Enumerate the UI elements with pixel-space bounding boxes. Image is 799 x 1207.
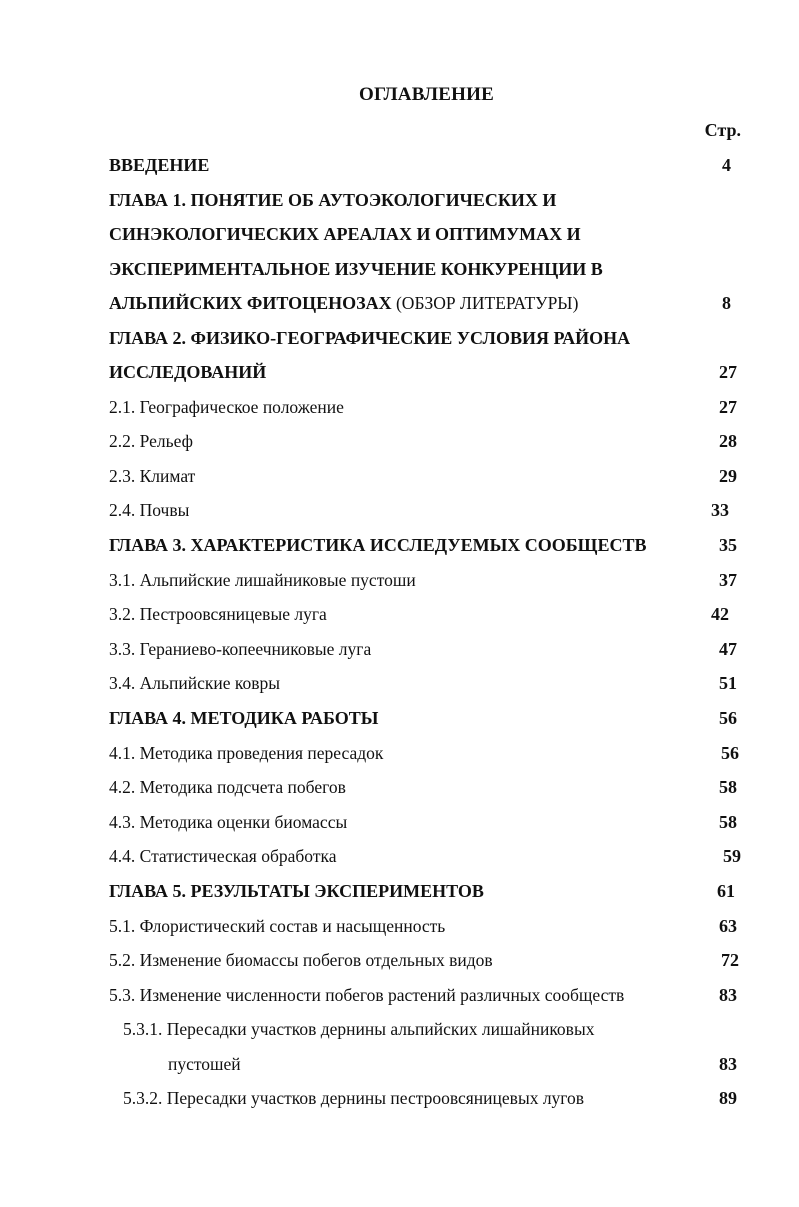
- toc-entry-text: 2.3. Климат: [109, 466, 196, 486]
- toc-entry-text: ГЛАВА 1. ПОНЯТИЕ ОБ АУТОЭКОЛОГИЧЕСКИХ И: [109, 190, 557, 210]
- toc-entry-subsection[interactable]: [0, 1016, 799, 1042]
- toc-entry-page: 35: [719, 535, 737, 555]
- toc-entry-page: 58: [719, 812, 737, 832]
- toc-entry-text: 2.1. Географическое положение: [109, 397, 344, 417]
- toc-entry-page: 63: [719, 916, 737, 936]
- toc-entry-text: пустошей: [168, 1054, 241, 1074]
- toc-entry-subsection-cont[interactable]: [0, 1051, 799, 1077]
- toc-entry-section[interactable]: [0, 636, 799, 662]
- toc-entry-text: 5.1. Флористический состав и насыщенность: [109, 916, 446, 936]
- toc-entry-page: 37: [719, 570, 737, 590]
- toc-entry-text: 5.3.1. Пересадки участков дернины альпийских лишайниковых: [123, 1019, 595, 1039]
- toc-entry-page: 42: [711, 604, 729, 624]
- toc-entry-text: 4.3. Методика оценки биомассы: [109, 812, 348, 832]
- toc-entry-section[interactable]: [0, 670, 799, 696]
- toc-entry-chapter-2[interactable]: [0, 325, 799, 351]
- toc-entry-page: 47: [719, 639, 737, 659]
- toc-entry-page: 4: [722, 155, 731, 175]
- toc-entry-text: 4.1. Методика проведения пересадок: [109, 743, 384, 763]
- toc-entry-section[interactable]: [0, 567, 799, 593]
- toc-entry-section[interactable]: [0, 947, 799, 973]
- toc-entry-page: 58: [719, 777, 737, 797]
- toc-entry-chapter-4[interactable]: [0, 705, 799, 731]
- toc-entry-text: ГЛАВА 4. МЕТОДИКА РАБОТЫ: [109, 708, 379, 728]
- toc-entry-chapter-1-end[interactable]: [0, 290, 799, 316]
- toc-entry-section[interactable]: [0, 740, 799, 766]
- toc-entry-text: ИССЛЕДОВАНИЙ: [109, 362, 267, 382]
- toc-entry-section[interactable]: [0, 601, 799, 627]
- toc-entry-text-normal: (ОБЗОР ЛИТЕРАТУРЫ): [391, 293, 579, 313]
- toc-entry-page: 28: [719, 431, 737, 451]
- toc-entry-section[interactable]: [0, 463, 799, 489]
- toc-entry-section[interactable]: [0, 428, 799, 454]
- toc-entry-text: ВВЕДЕНИЕ: [109, 155, 210, 175]
- toc-entry-chapter-3[interactable]: [0, 532, 799, 558]
- toc-entry-text: ГЛАВА 2. ФИЗИКО-ГЕОГРАФИЧЕСКИЕ УСЛОВИЯ РАЙОНА: [109, 328, 631, 348]
- page-column-header: Стр.: [704, 120, 741, 140]
- toc-entry-page: 8: [722, 293, 731, 313]
- toc-entry-chapter-1-cont: [0, 256, 799, 282]
- toc-entry-text: 2.4. Почвы: [109, 500, 190, 520]
- toc-entry-text: ГЛАВА 3. ХАРАКТЕРИСТИКА ИССЛЕДУЕМЫХ СООБЩЕСТВ: [109, 535, 647, 555]
- toc-entry-page: 51: [719, 673, 737, 693]
- toc-entry-text: 3.2. Пестроовсяницевые луга: [109, 604, 327, 624]
- toc-entry-text-bold: АЛЬПИЙСКИХ ФИТОЦЕНОЗАХ: [109, 293, 392, 313]
- toc-entry-section[interactable]: [0, 843, 799, 869]
- toc-entry-text: СИНЭКОЛОГИЧЕСКИХ АРЕАЛАХ И ОПТИМУМАХ И: [109, 224, 581, 244]
- toc-entry-page: 83: [719, 1054, 737, 1074]
- toc-entry-section[interactable]: [0, 982, 799, 1008]
- toc-entry-chapter-2-end[interactable]: [0, 359, 799, 385]
- toc-entry-page: 56: [719, 708, 737, 728]
- toc-entry-text: 3.3. Гераниево-копеечниковые луга: [109, 639, 372, 659]
- toc-entry-section[interactable]: [0, 774, 799, 800]
- toc-entry-page: 83: [719, 985, 737, 1005]
- toc-entry-text: 5.2. Изменение биомассы побегов отдельных видов: [109, 950, 493, 970]
- toc-entry-page: 33: [711, 500, 729, 520]
- toc-entry-section[interactable]: [0, 394, 799, 420]
- toc-entry-text: 3.1. Альпийские лишайниковые пустоши: [109, 570, 416, 590]
- toc-entry-page: 56: [721, 743, 739, 763]
- toc-entry-page: 27: [719, 397, 737, 417]
- toc-entry-chapter-5[interactable]: [0, 878, 799, 904]
- toc-entry-page: 29: [719, 466, 737, 486]
- toc-entry-text: 4.2. Методика подсчета побегов: [109, 777, 346, 797]
- toc-entry-section[interactable]: [0, 497, 799, 523]
- toc-entry-text: 5.3.2. Пересадки участков дернины пестроовсяницевых лугов: [123, 1088, 585, 1108]
- toc-title: ОГЛАВЛЕНИЕ: [359, 84, 494, 105]
- toc-entry-text: 4.4. Статистическая обработка: [109, 846, 337, 866]
- toc-entry-chapter-1[interactable]: [0, 187, 799, 213]
- toc-entry-chapter-1-cont: [0, 221, 799, 247]
- toc-entry-page: 89: [719, 1088, 737, 1108]
- toc-entry-subsection[interactable]: [0, 1085, 799, 1111]
- toc-entry-page: 27: [719, 362, 737, 382]
- toc-entry-section[interactable]: [0, 809, 799, 835]
- toc-entry-introduction[interactable]: [0, 152, 799, 178]
- toc-entry-page: 61: [717, 881, 735, 901]
- toc-entry-section[interactable]: [0, 913, 799, 939]
- toc-entry-text: ГЛАВА 5. РЕЗУЛЬТАТЫ ЭКСПЕРИМЕНТОВ: [109, 881, 484, 901]
- toc-entry-page: 72: [721, 950, 739, 970]
- toc-entry-text: [109, 290, 578, 316]
- toc-entry-text: 2.2. Рельеф: [109, 431, 193, 451]
- toc-entry-text: ЭКСПЕРИМЕНТАЛЬНОЕ ИЗУЧЕНИЕ КОНКУРЕНЦИИ В: [109, 259, 603, 279]
- toc-entry-text: 3.4. Альпийские ковры: [109, 673, 280, 693]
- toc-entry-text: 5.3. Изменение численности побегов растений различных сообществ: [109, 985, 625, 1005]
- toc-entry-page: 59: [723, 846, 741, 866]
